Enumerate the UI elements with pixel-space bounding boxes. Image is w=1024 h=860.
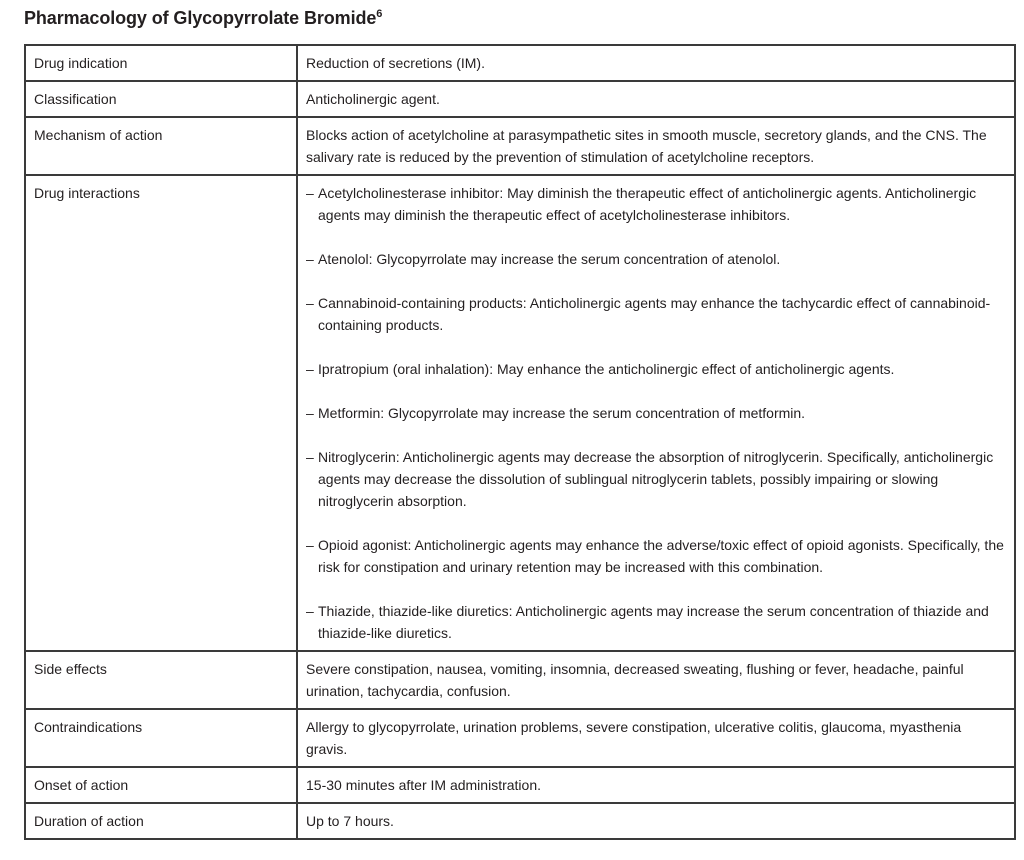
list-item: – Ipratropium (oral inhalation): May enhance the anticholinergic effect of anticholinergic agents.	[306, 358, 1004, 380]
table-row-duration-of-action	[25, 803, 1015, 839]
row-value: 15-30 minutes after IM administration.	[297, 767, 1015, 803]
table-row-drug-interactions	[25, 175, 1015, 651]
table-title	[24, 8, 382, 29]
table-title-text: Pharmacology of Glycopyrrolate Bromide	[24, 8, 377, 28]
row-label: Side effects	[25, 651, 297, 709]
row-label: Drug interactions	[25, 175, 297, 651]
row-value: Blocks action of acetylcholine at parasympathetic sites in smooth muscle, secretory glands, and the CNS. The salivary rate is reduced by the prevention of stimulation of acetylcholine receptors.	[297, 117, 1015, 175]
list-item: – Cannabinoid-containing products: Anticholinergic agents may enhance the tachycardic effect of cannabinoid-containing products.	[306, 292, 1004, 336]
row-value	[297, 175, 1015, 651]
title-footnote-ref: 6	[376, 8, 383, 20]
interactions-list	[306, 182, 1004, 644]
table-row-contraindications	[25, 709, 1015, 767]
row-value: Severe constipation, nausea, vomiting, insomnia, decreased sweating, flushing or fever, headache, painful urination, tachycardia, confusion.	[297, 651, 1015, 709]
row-label: Contraindications	[25, 709, 297, 767]
list-item: – Thiazide, thiazide-like diuretics: Anticholinergic agents may increase the serum concentration of thiazide and thiazide-like diuretics.	[306, 600, 1004, 644]
row-label: Mechanism of action	[25, 117, 297, 175]
table-row-drug-indication	[25, 45, 1015, 81]
list-item: – Acetylcholinesterase inhibitor: May diminish the therapeutic effect of anticholinergic agents. Anticholinergic agents may diminish the therapeutic effect of acetylcholinesterase inhibitors.	[306, 182, 1004, 226]
list-item: – Opioid agonist: Anticholinergic agents may enhance the adverse/toxic effect of opioid agonists. Specifically, the risk for constipation and urinary retention may be increased with this combination.	[306, 534, 1004, 578]
table-row-classification	[25, 81, 1015, 117]
pharmacology-table	[24, 44, 1016, 840]
row-label: Duration of action	[25, 803, 297, 839]
table-row-side-effects	[25, 651, 1015, 709]
row-label: Classification	[25, 81, 297, 117]
list-item: – Nitroglycerin: Anticholinergic agents may decrease the absorption of nitroglycerin. Specifically, anticholinergic agents may decrease the dissolution of sublingual nitroglycerin tablets, possibly impairing or slowing nitroglycerin absorption.	[306, 446, 1004, 512]
row-label: Drug indication	[25, 45, 297, 81]
list-item: – Metformin: Glycopyrrolate may increase the serum concentration of metformin.	[306, 402, 1004, 424]
row-value: Allergy to glycopyrrolate, urination problems, severe constipation, ulcerative colitis, glaucoma, myasthenia gravis.	[297, 709, 1015, 767]
row-value: Up to 7 hours.	[297, 803, 1015, 839]
row-value: Reduction of secretions (IM).	[297, 45, 1015, 81]
list-item: – Atenolol: Glycopyrrolate may increase the serum concentration of atenolol.	[306, 248, 1004, 270]
table-row-onset-of-action	[25, 767, 1015, 803]
table-row-mechanism-of-action	[25, 117, 1015, 175]
row-label: Onset of action	[25, 767, 297, 803]
row-value: Anticholinergic agent.	[297, 81, 1015, 117]
